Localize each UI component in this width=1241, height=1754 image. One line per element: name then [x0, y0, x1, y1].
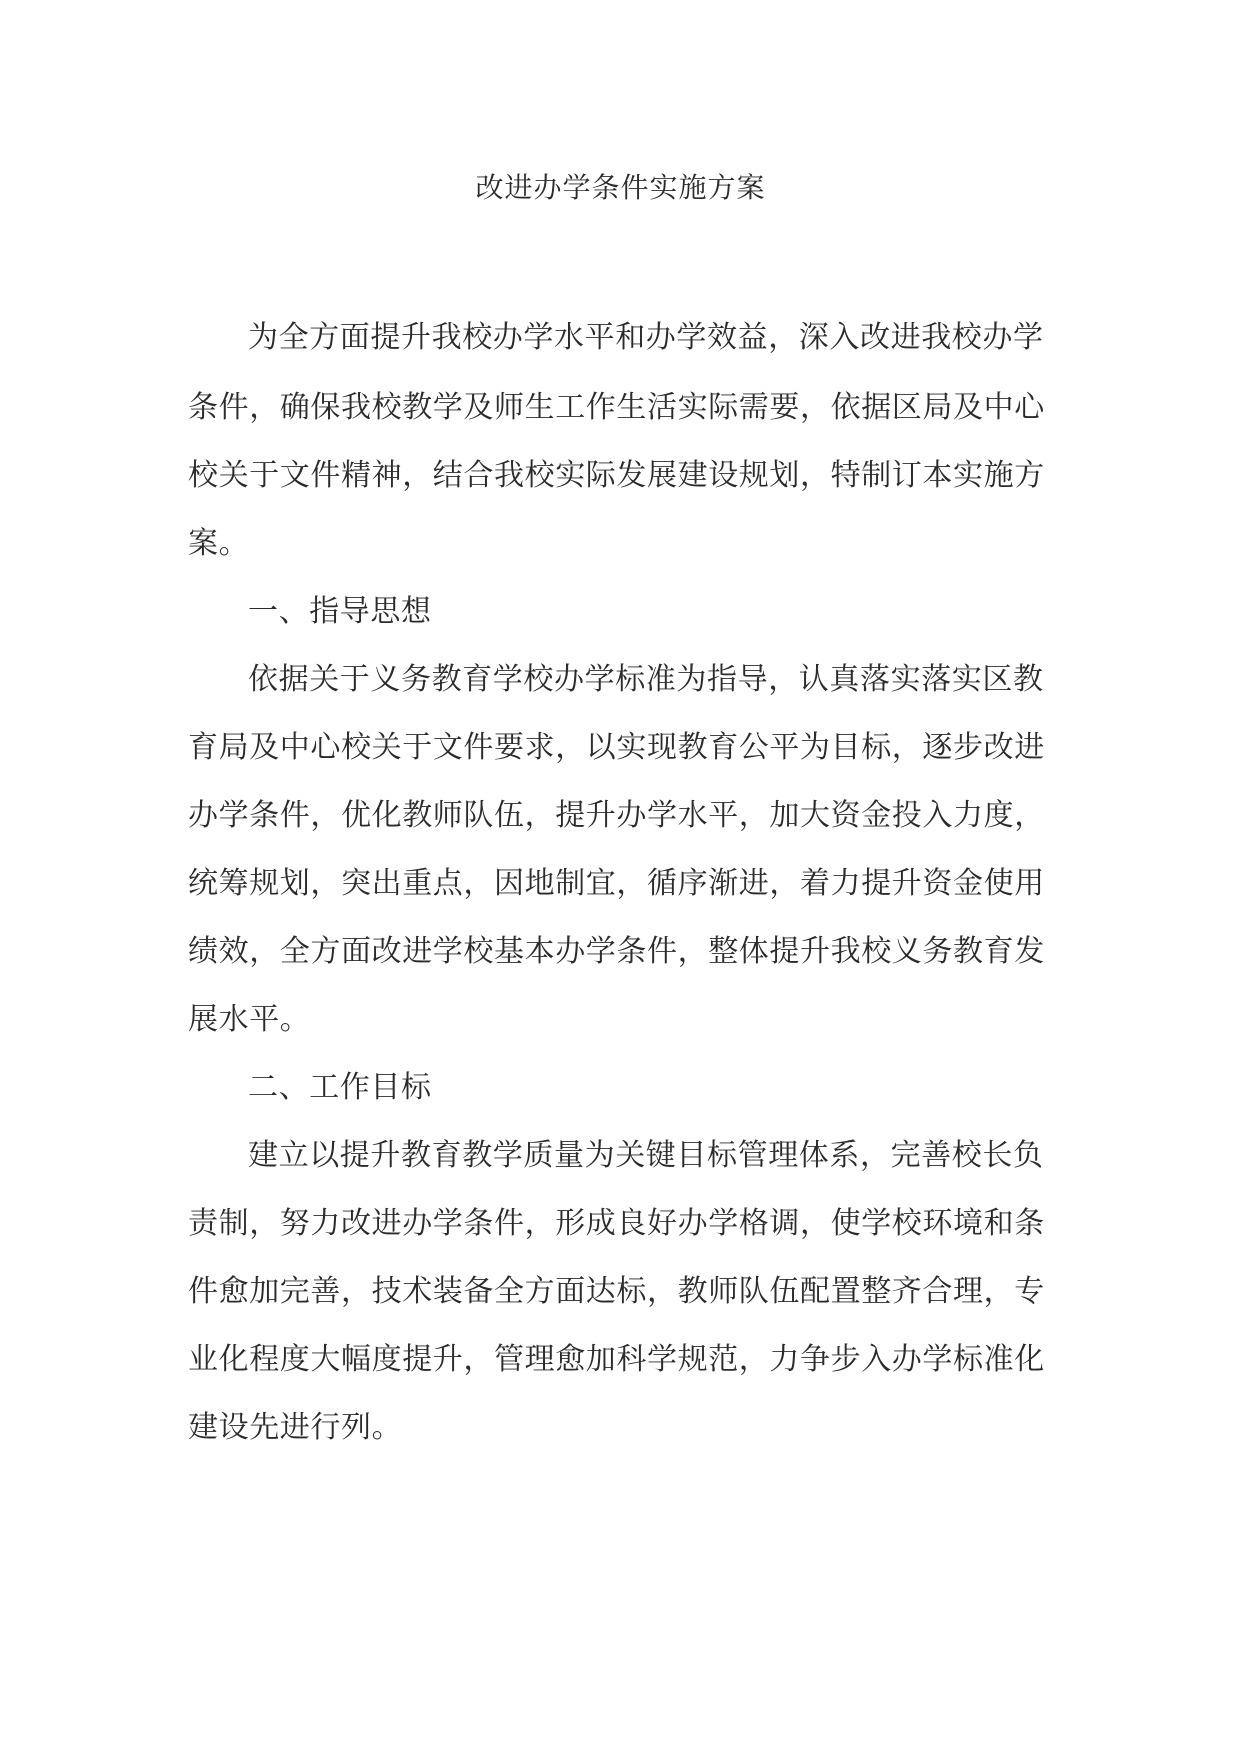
section1-line-1: 依据关于义务教育学校办学标准为指导，认真落实落实区教 [248, 662, 1044, 697]
intro-line-3: 校关于文件精神，结合我校实际发展建设规划，特制订本实施方 [188, 458, 1045, 493]
section2-line-3: 件愈加完善，技术装备全方面达标，教师队伍配置整齐合理，专 [188, 1274, 1045, 1309]
section2-line-1: 建立以提升教育教学质量为关键目标管理体系，完善校长负 [248, 1138, 1044, 1173]
section2-line-4: 业化程度大幅度提升，管理愈加科学规范，力争步入办学标准化 [188, 1342, 1045, 1377]
section1-line-2: 育局及中心校关于文件要求，以实现教育公平为目标，逐步改进 [188, 730, 1045, 765]
section1-line-6: 展水平。 [188, 1002, 311, 1037]
document-title: 改进办学条件实施方案 [475, 171, 766, 204]
intro-line-2: 条件，确保我校教学及师生工作生活实际需要，依据区局及中心 [188, 390, 1045, 425]
section2-line-2: 责制，努力改进办学条件，形成良好办学格调，使学校环境和条 [188, 1206, 1045, 1241]
section1-line-4: 统筹规划，突出重点，因地制宜，循序渐进，着力提升资金使用 [188, 866, 1045, 901]
section-heading-2: 二、工作目标 [248, 1070, 432, 1105]
intro-line-1: 为全方面提升我校办学水平和办学效益，深入改进我校办学 [248, 320, 1044, 355]
section1-line-5: 绩效，全方面改进学校基本办学条件，整体提升我校义务教育发 [188, 934, 1045, 969]
section1-line-3: 办学条件，优化教师队伍，提升办学水平，加大资金投入力度， [188, 798, 1045, 833]
section-heading-1: 一、指导思想 [248, 594, 432, 629]
section2-line-5: 建设先进行列。 [188, 1410, 403, 1445]
intro-line-4: 案。 [188, 526, 250, 561]
